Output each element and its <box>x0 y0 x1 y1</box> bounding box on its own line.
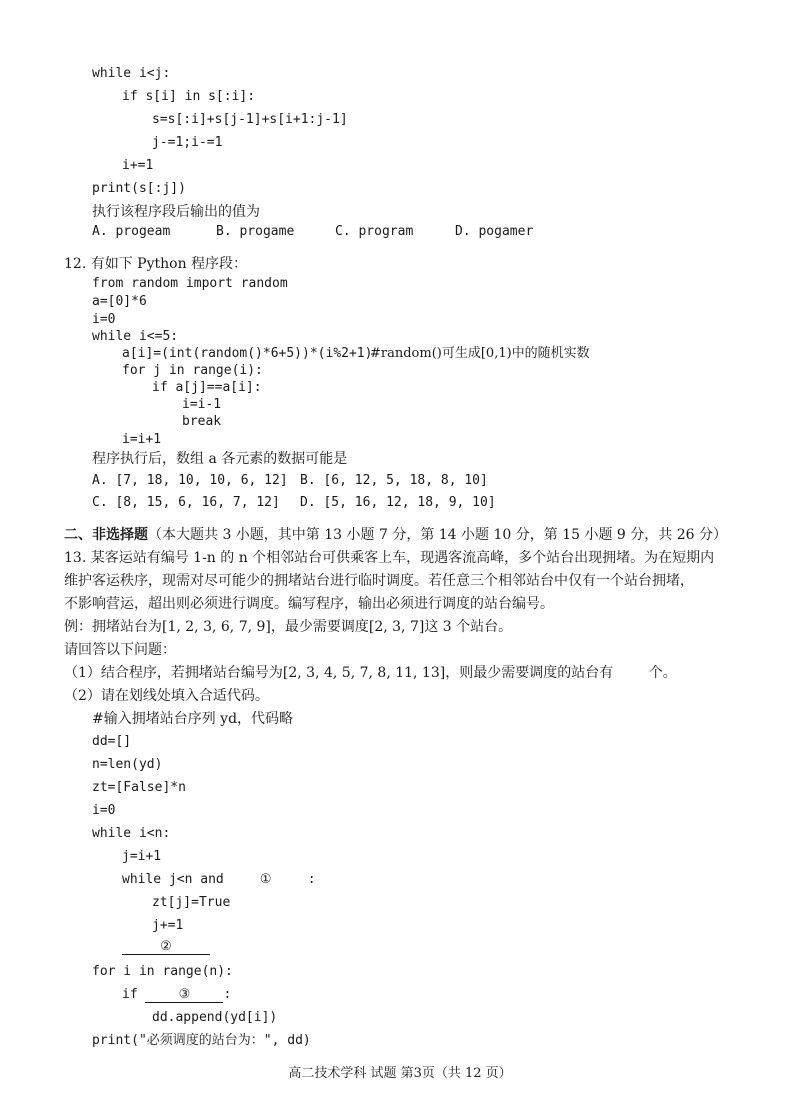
code-line: j=i+1 <box>122 849 162 864</box>
section-heading <box>64 525 727 545</box>
option-b: B. [6, 12, 5, 18, 8, 10] <box>300 473 488 488</box>
option-c: C. program <box>335 224 414 239</box>
code-line: while i<=5: <box>92 329 179 344</box>
code-line: break <box>182 414 222 429</box>
code-line: if a[j]==a[i]: <box>152 380 262 395</box>
section-title: 二、非选择题 <box>64 527 148 543</box>
subquestion-1: （1）结合程序，若拥堵站台编号为[2, 3, 4, 5, 7, 8, 11, 13]，则最少需要调度的站台有 个。 <box>64 665 677 681</box>
question-text: 维护客运秩序，现需对尽可能少的拥堵站台进行临时调度。若任意三个相邻站台中仅有一个站台拥堵， <box>64 573 694 589</box>
code-text: : <box>223 987 232 1002</box>
code-line: from random import random <box>92 276 288 291</box>
code-line <box>122 870 316 890</box>
code-line: n=len(yd) <box>92 757 163 772</box>
code-line: for i in range(n): <box>92 964 233 979</box>
code-line: zt=[False]*n <box>92 780 186 795</box>
option-c: C. [8, 15, 6, 16, 7, 12] <box>92 495 280 510</box>
code-line: j-=1;i-=1 <box>152 135 223 150</box>
code-comment: #输入拥堵站台序列 yd，代码略 <box>92 711 294 727</box>
code-line <box>122 937 210 957</box>
section-note: （本大题共 3 小题，其中第 13 小题 7 分，第 14 小题 10 分，第 15 小题 9 分，共 26 分） <box>148 527 727 543</box>
question-prompt: 程序执行后，数组 a 各元素的数据可能是 <box>92 451 348 467</box>
question-text: 不影响营运，超出则必须进行调度。编写程序，输出必须进行调度的站台编号。 <box>64 596 554 612</box>
question-text: 请回答以下问题： <box>64 642 176 658</box>
code-line: for j in range(i): <box>122 363 263 378</box>
code-line: i+=1 <box>122 158 154 173</box>
code-line: j+=1 <box>152 918 184 933</box>
subquestion-2: （2）请在划线处填入合适代码。 <box>64 688 269 704</box>
option-a: A. [7, 18, 10, 10, 6, 12] <box>92 473 288 488</box>
code-text: : <box>307 872 316 887</box>
code-comment: #random()可生成[0,1)中的随机实数 <box>370 346 590 361</box>
code-line: dd.append(yd[i]) <box>152 1010 278 1025</box>
option-b: B. progame <box>216 224 295 239</box>
question-prompt: 执行该程序段后输出的值为 <box>92 204 260 220</box>
code-line: s=s[:i]+s[j-1]+s[i+1:j-1] <box>152 112 348 127</box>
code-text: while j<n and <box>122 872 224 887</box>
question-text: 13. 某客运站有编号 1-n 的 n 个相邻站台可供乘客上车，现遇客流高峰，多个站台出现拥堵。为在短期内 <box>64 550 715 566</box>
code-line: i=0 <box>92 312 116 327</box>
code-line <box>122 985 231 1005</box>
question-title: 12. 有如下 Python 程序段： <box>64 256 248 272</box>
fill-blank-2: ② <box>122 937 210 955</box>
code-line: print(s[:j]) <box>92 181 186 196</box>
code-text: if <box>122 987 138 1002</box>
page-footer: 高二技术学科 试题 第3页（共 12 页） <box>288 1066 512 1081</box>
fill-blank-3: ③ <box>145 985 223 1003</box>
code-line: while i<j: <box>92 66 171 81</box>
code-line: zt[j]=True <box>152 895 231 910</box>
code-line: dd=[] <box>92 734 132 749</box>
code-line: while i<n: <box>92 826 171 841</box>
option-a: A. progeam <box>92 224 171 239</box>
option-d: D. [5, 16, 12, 18, 9, 10] <box>300 495 496 510</box>
fill-blank-1: ① <box>259 872 272 887</box>
option-d: D. pogamer <box>455 224 534 239</box>
code-line: i=i-1 <box>182 397 222 412</box>
code-line: print("必须调度的站台为：", dd) <box>92 1033 311 1048</box>
code-line: a=[0]*6 <box>92 294 147 309</box>
code-line: if s[i] in s[:i]: <box>122 89 256 104</box>
code-line: i=i+1 <box>122 432 162 447</box>
code-line: a[i]=(int(random()*6+5))*(i%2+1) <box>122 346 373 361</box>
code-line: i=0 <box>92 803 116 818</box>
question-example: 例：拥堵站台为[1, 2, 3, 6, 7, 9]，最少需要调度[2, 3, 7]这 3 个站台。 <box>64 619 513 635</box>
